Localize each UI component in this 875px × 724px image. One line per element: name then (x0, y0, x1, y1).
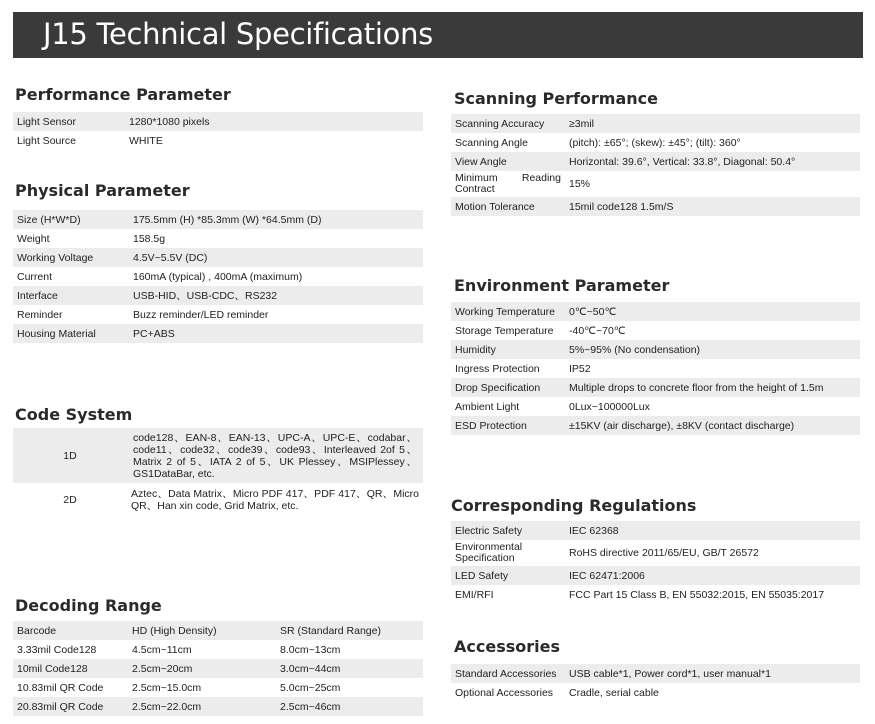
row-label: View Angle (451, 152, 565, 171)
table-row (451, 152, 860, 171)
table-row (451, 683, 860, 702)
cell: 3.33mil Code128 (13, 640, 128, 659)
table-row (451, 566, 860, 585)
table-row (451, 664, 860, 683)
row-label: Scanning Accuracy (451, 114, 565, 133)
cell: 2.5cm~20cm (128, 659, 276, 678)
table-row (451, 133, 860, 152)
row-value: IEC 62368 (565, 521, 860, 540)
row-label: Drop Specification (451, 378, 565, 397)
row-label: EMI/RFI (451, 585, 565, 604)
environment-table (451, 302, 860, 435)
row-label: Storage Temperature (451, 321, 565, 340)
cell: 2.5cm~22.0cm (128, 697, 276, 716)
section-title-code-system: Code System (15, 405, 133, 424)
row-value: 160mA (typical) , 400mA (maximum) (129, 267, 423, 286)
cell: 20.83mil QR Code (13, 697, 128, 716)
row-value: USB cable*1, Power cord*1, user manual*1 (565, 664, 860, 683)
table-row (13, 131, 423, 150)
table-row (451, 359, 860, 378)
row-label: Ambient Light (451, 397, 565, 416)
row-value: 0℃~50℃ (565, 302, 860, 321)
table-row (13, 267, 423, 286)
row-label: Current (13, 267, 129, 286)
title-banner (13, 12, 863, 58)
table-row (451, 585, 860, 604)
scanning-table (451, 114, 860, 216)
column-header: SR (Standard Range) (276, 621, 423, 640)
row-label: Scanning Angle (451, 133, 565, 152)
table-row (13, 697, 423, 716)
row-value: IEC 62471:2006 (565, 566, 860, 585)
row-label: Working Temperature (451, 302, 565, 321)
cell: 10.83mil QR Code (13, 678, 128, 697)
row-value: 175.5mm (H) *85.3mm (W) *64.5mm (D) (129, 210, 423, 229)
table-row (451, 197, 860, 216)
row-value: Cradle, serial cable (565, 683, 860, 702)
row-label: Light Sensor (13, 112, 125, 131)
row-label: Motion Tolerance (451, 197, 565, 216)
row-label: 1D (13, 428, 127, 483)
row-label: Optional Accessories (451, 683, 565, 702)
decoding-table (13, 621, 423, 716)
section-title-accessories: Accessories (454, 637, 560, 656)
cell: 8.0cm~13cm (276, 640, 423, 659)
cell: 4.5cm~11cm (128, 640, 276, 659)
row-value: Aztec、Data Matrix、Micro PDF 417、PDF 417、QR、Micro QR、Han xin code, Grid Matrix, etc. (127, 483, 423, 517)
row-value: WHITE (125, 131, 423, 150)
row-value: 15mil code128 1.5m/S (565, 197, 860, 216)
row-label: Standard Accessories (451, 664, 565, 683)
row-value: Horizontal: 39.6°, Vertical: 33.8°, Diagonal: 50.4° (565, 152, 860, 171)
row-label: Size (H*W*D) (13, 210, 129, 229)
row-label: Weight (13, 229, 129, 248)
accessories-table (451, 664, 860, 702)
table-row (13, 678, 423, 697)
row-value: ±15KV (air discharge), ±8KV (contact discharge) (565, 416, 860, 435)
table-row (13, 640, 423, 659)
column-header: Barcode (13, 621, 128, 640)
row-value: 158.5g (129, 229, 423, 248)
section-title-performance: Performance Parameter (15, 85, 231, 104)
row-label: Minimum Reading Contract (451, 171, 565, 197)
row-label: Interface (13, 286, 129, 305)
cell: 2.5cm~46cm (276, 697, 423, 716)
table-row (451, 171, 860, 197)
row-value: -40℃~70℃ (565, 321, 860, 340)
table-row (451, 302, 860, 321)
cell: 5.0cm~25cm (276, 678, 423, 697)
row-value: 15% (565, 171, 860, 197)
row-value: PC+ABS (129, 324, 423, 343)
row-value: (pitch): ±65°; (skew): ±45°; (tilt): 360° (565, 133, 860, 152)
table-row (451, 416, 860, 435)
section-title-scanning: Scanning Performance (454, 89, 658, 108)
table-row (451, 397, 860, 416)
page-title: J15 Technical Specifications (43, 17, 433, 51)
table-row (451, 321, 860, 340)
section-title-regulations: Corresponding Regulations (451, 496, 697, 515)
table-row (13, 483, 423, 517)
regulations-table (451, 521, 860, 604)
table-row (13, 229, 423, 248)
row-value: Multiple drops to concrete floor from the height of 1.5m (565, 378, 860, 397)
table-row (13, 248, 423, 267)
table-row (451, 521, 860, 540)
row-value: FCC Part 15 Class B, EN 55032:2015, EN 55035:2017 (565, 585, 860, 604)
row-value: code128、EAN-8、EAN-13、UPC-A、UPC-E、codabar、code11、code32、code39、code93、Interleaved 2of 5、Matrix 2 of 5、IATA 2 of 5、UK Plessey、MSIPlessey、GS1DataBar, etc. (127, 428, 423, 483)
table-row (451, 114, 860, 133)
row-label: Ingress Protection (451, 359, 565, 378)
row-label: ESD Protection (451, 416, 565, 435)
row-value: 0Lux~100000Lux (565, 397, 860, 416)
section-title-decoding: Decoding Range (15, 596, 162, 615)
code-system-table (13, 428, 423, 517)
row-label: 2D (13, 483, 127, 517)
row-value: 5%~95% (No condensation) (565, 340, 860, 359)
column-header: HD (High Density) (128, 621, 276, 640)
performance-table (13, 112, 423, 150)
physical-table (13, 210, 423, 343)
section-title-environment: Environment Parameter (454, 276, 670, 295)
row-value: 1280*1080 pixels (125, 112, 423, 131)
row-label: Environmental Specification (451, 540, 565, 566)
row-label: Electric Safety (451, 521, 565, 540)
table-row (451, 540, 860, 566)
section-title-physical: Physical Parameter (15, 181, 190, 200)
row-value: ≥3mil (565, 114, 860, 133)
table-row (13, 305, 423, 324)
table-row (451, 378, 860, 397)
row-value: RoHS directive 2011/65/EU, GB/T 26572 (565, 540, 860, 566)
table-row (13, 659, 423, 678)
row-label: Humidity (451, 340, 565, 359)
table-row (13, 286, 423, 305)
row-value: 4.5V~5.5V (DC) (129, 248, 423, 267)
cell: 3.0cm~44cm (276, 659, 423, 678)
row-label: Light Source (13, 131, 125, 150)
table-row (451, 340, 860, 359)
row-value: Buzz reminder/LED reminder (129, 305, 423, 324)
row-label: LED Safety (451, 566, 565, 585)
table-row (13, 210, 423, 229)
row-value: IP52 (565, 359, 860, 378)
table-header-row (13, 621, 423, 640)
table-row (13, 112, 423, 131)
cell: 2.5cm~15.0cm (128, 678, 276, 697)
cell: 10mil Code128 (13, 659, 128, 678)
table-row (13, 324, 423, 343)
row-label: Housing Material (13, 324, 129, 343)
row-value: USB-HID、USB-CDC、RS232 (129, 286, 423, 305)
row-label: Reminder (13, 305, 129, 324)
table-row (13, 428, 423, 483)
row-label: Working Voltage (13, 248, 129, 267)
